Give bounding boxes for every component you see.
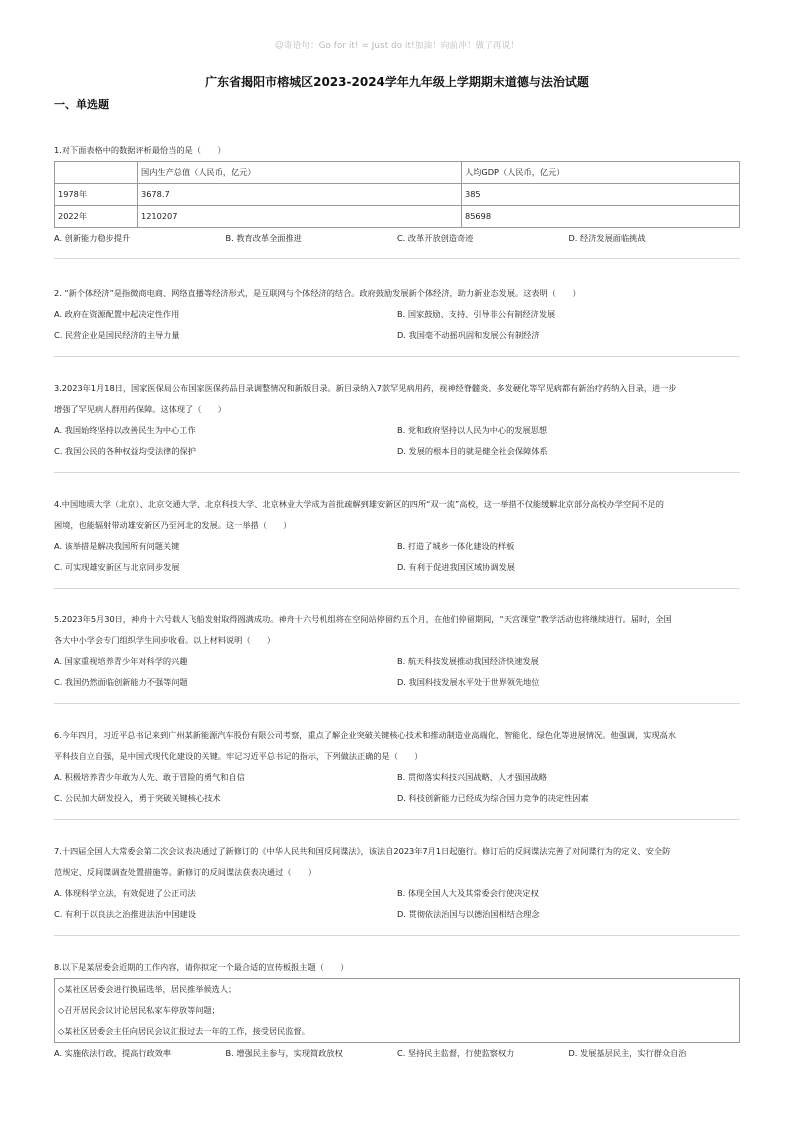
options <box>54 304 740 346</box>
options <box>54 767 740 809</box>
options <box>54 651 740 693</box>
table-row <box>55 206 740 228</box>
question-stem-cont: 各大中小学会专门组织学生同步收看。以上材料说明（ ） <box>54 635 276 645</box>
option-c[interactable]: C. 民营企业是国民经济的主导力量 <box>54 330 180 340</box>
option-d[interactable]: D. 有利于促进我国区域协调发展 <box>397 562 515 572</box>
table-cell: 1978年 <box>55 184 138 206</box>
table-cell: 385 <box>462 184 740 206</box>
options <box>54 883 740 925</box>
divider <box>54 819 740 820</box>
option-b[interactable]: B. 打造了城乡一体化建设的样板 <box>397 541 515 551</box>
option-c[interactable]: C. 公民加大研发投入，勇于突破关键核心技术 <box>54 793 221 803</box>
option-b[interactable]: B. 党和政府坚持以人民为中心的发展思想 <box>397 425 548 435</box>
question-8 <box>54 957 740 1064</box>
option-a[interactable]: A. 我国始终坚持以改善民生为中心工作 <box>54 425 196 435</box>
material-box <box>54 978 740 1043</box>
option-d[interactable]: D. 贯彻依法治国与以德治国相结合理念 <box>397 909 540 919</box>
option-d[interactable]: D. 我国科技发展水平处于世界领先地位 <box>397 677 540 687</box>
table-row <box>55 184 740 206</box>
option-b[interactable]: B. 教育改革全面推进 <box>225 233 302 243</box>
option-b[interactable]: B. 增强民主参与，实现简政放权 <box>225 1048 343 1058</box>
question-6 <box>54 725 740 809</box>
option-c[interactable]: C. 可实现雄安新区与北京同步发展 <box>54 562 180 572</box>
options <box>54 420 740 462</box>
option-c[interactable]: C. 我国仍然面临创新能力不强等问题 <box>54 677 188 687</box>
table-cell: 1210207 <box>138 206 462 228</box>
data-table <box>54 161 740 228</box>
question-2 <box>54 283 740 346</box>
question-stem-cont: 困境，也能辐射带动雄安新区乃至河北的发展。这一举措（ ） <box>54 520 292 530</box>
question-stem: 3.2023年1月18日，国家医保局公布国家医保药品目录调整情况和新版目录。新目录纳入7款罕见病用药，视神经脊髓炎、多发硬化等罕见病都有新治疗药纳入目录，进一步 <box>54 383 677 393</box>
divider <box>54 472 740 473</box>
section-heading: 一、单选题 <box>54 98 109 111</box>
divider <box>54 356 740 357</box>
material-line: ◇某社区居委会主任向居民会议汇报过去一年的工作，接受居民监督。 <box>58 1026 310 1036</box>
option-d[interactable]: D. 经济发展面临挑战 <box>568 233 646 243</box>
option-c[interactable]: C. 有利于以良法之治推进法治中国建设 <box>54 909 196 919</box>
option-a[interactable]: A. 国家重视培养青少年对科学的兴趣 <box>54 656 188 666</box>
option-d[interactable]: D. 科技创新能力已经成为综合国力竞争的决定性因素 <box>397 793 589 803</box>
question-stem: 7.十四届全国人大常委会第二次会议表决通过了新修订的《中华人民共和国反间谍法》，该法自2023年7月1日起施行。修订后的反间谍法完善了对间谍行为的定义、安全防 <box>54 846 671 856</box>
table-header-cell: 人均GDP（人民币，亿元） <box>462 162 740 184</box>
option-b[interactable]: B. 贯彻落实科技兴国战略、人才强国战略 <box>397 772 548 782</box>
options <box>54 536 740 578</box>
option-c[interactable]: C. 我国公民的各种权益均受法律的保护 <box>54 446 196 456</box>
header-note: ☺寄语句：Go for it! = Just do it!加油！向前冲！做了再说！ <box>274 41 520 51</box>
options <box>54 1043 740 1064</box>
table-header-row <box>55 162 740 184</box>
question-4 <box>54 494 740 578</box>
option-c[interactable]: C. 改革开放创造奇迹 <box>397 233 474 243</box>
option-d[interactable]: D. 发展的根本目的就是健全社会保障体系 <box>397 446 548 456</box>
option-d[interactable]: D. 我国毫不动摇巩固和发展公有制经济 <box>397 330 540 340</box>
question-5 <box>54 609 740 693</box>
table-header-cell <box>55 162 138 184</box>
options <box>54 228 740 249</box>
question-stem: 5.2023年5月30日，神舟十六号载人飞船发射取得圆满成功。神舟十六号机组将在空间站停留约五个月，在他们停留期间，“天宫课堂”教学活动也将继续进行。届时，全国 <box>54 614 672 624</box>
question-7 <box>54 841 740 925</box>
option-b[interactable]: B. 体现全国人大及其常委会行使决定权 <box>397 888 539 898</box>
option-c[interactable]: C. 坚持民主监督，行使监察权力 <box>397 1048 515 1058</box>
option-a[interactable]: A. 该举措是解决我国所有问题关键 <box>54 541 180 551</box>
question-stem-cont: 范规定、反间谍调查处置措施等。新修订的反间谍法获表决通过（ ） <box>54 867 317 877</box>
question-stem: 6.今年四月，习近平总书记来到广州某新能源汽车股份有限公司考察，重点了解企业突破关键核心技术和推动制造业高端化、智能化、绿色化等进展情况。他强调，实现高水 <box>54 730 676 740</box>
option-a[interactable]: A. 体现科学立法，有效促进了公正司法 <box>54 888 196 898</box>
option-d[interactable]: D. 发展基层民主，实行群众自治 <box>568 1048 687 1058</box>
option-a[interactable]: A. 实施依法行政，提高行政效率 <box>54 1048 172 1058</box>
table-cell: 3678.7 <box>138 184 462 206</box>
question-stem: 8.以下是某居委会近期的工作内容，请你拟定一个最合适的宣传板报主题（ ） <box>54 962 349 972</box>
divider <box>54 703 740 704</box>
divider <box>54 258 740 259</box>
option-a[interactable]: A. 政府在资源配置中起决定性作用 <box>54 309 180 319</box>
option-b[interactable]: B. 国家鼓励、支持、引导非公有制经济发展 <box>397 309 556 319</box>
table-header-cell: 国内生产总值（人民币，亿元） <box>138 162 462 184</box>
material-line: ◇某社区居委会进行换届选举，居民推举候选人； <box>58 984 237 994</box>
question-3 <box>54 378 740 462</box>
table-cell: 2022年 <box>55 206 138 228</box>
question-stem: 2. “新个体经济”是指微商电商、网络直播等经济形式，是互联网与个体经济的结合。政府鼓励发展新个体经济，助力新业态发展。这表明（ ） <box>54 288 581 298</box>
divider <box>54 935 740 936</box>
question-stem: 1.对下面表格中的数据评析最恰当的是（ ） <box>54 145 226 155</box>
material-line: ◇召开居民会议讨论居民私家车停放等问题； <box>58 1005 220 1015</box>
question-stem-cont: 增强了罕见病人群用药保障。这体现了（ ） <box>54 404 226 414</box>
page-title: 广东省揭阳市榕城区2023-2024学年九年级上学期期末道德与法治试题 <box>205 75 589 89</box>
option-b[interactable]: B. 航天科技发展推动我国经济快速发展 <box>397 656 539 666</box>
question-1 <box>54 140 740 249</box>
option-a[interactable]: A. 创新能力稳步提升 <box>54 233 131 243</box>
divider <box>54 588 740 589</box>
option-a[interactable]: A. 积极培养青少年敢为人先、敢于冒险的勇气和自信 <box>54 772 245 782</box>
table-cell: 85698 <box>462 206 740 228</box>
question-stem: 4.中国地质大学（北京）、北京交通大学、北京科技大学、北京林业大学成为首批疏解到雄安新区的四所“双一流”高校，这一举措不仅能缓解北京部分高校办学空间不足的 <box>54 499 664 509</box>
question-stem-cont: 平科技自立自强，是中国式现代化建设的关键。牢记习近平总书记的指示，下列做法正确的是（ ） <box>54 751 423 761</box>
